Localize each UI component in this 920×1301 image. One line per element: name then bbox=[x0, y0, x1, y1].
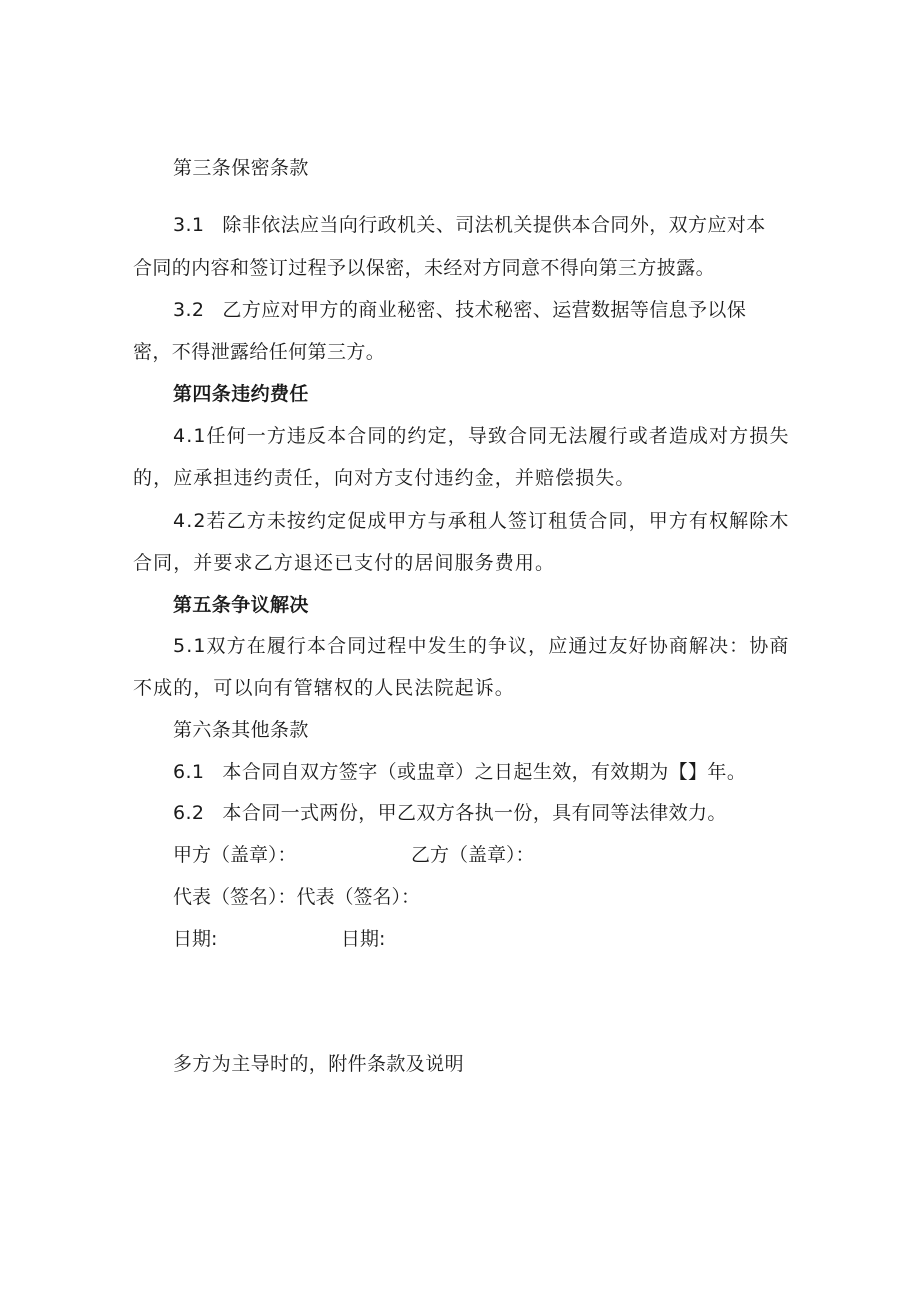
clause-3-1-line-1 bbox=[173, 212, 766, 238]
clause-6-2 bbox=[173, 800, 727, 826]
clause-5-1-line-1: 5.1双方在履行本合同过程中发生的争议，应通过友好协商解决：协商 bbox=[173, 635, 790, 657]
clause-text: 除非依法应当向行政机关、司法机关提供本合同外，双方应对本 bbox=[222, 214, 766, 236]
article-6-heading: 第六条其他条款 bbox=[173, 719, 309, 741]
clause-4-1-line-2: 的，应承担违约责任，向对方支付违约金，并赔偿损失。 bbox=[133, 467, 636, 489]
clause-3-2-line-1 bbox=[173, 297, 746, 323]
clause-text: 本合同自双方签字（或盅章）之日起生效，有效期为【】年。 bbox=[222, 761, 747, 783]
clause-number: 3.2 bbox=[173, 299, 205, 321]
clause-5-1-line-2: 不成的，可以向有管辖权的人民法院起诉。 bbox=[133, 677, 515, 699]
clause-6-1 bbox=[173, 759, 746, 785]
representatives-signature-label: 代表（签名）：代表（签名）： bbox=[173, 886, 421, 908]
clause-number: 3.1 bbox=[173, 214, 205, 236]
article-3-heading: 第三条保密条款 bbox=[173, 157, 309, 179]
clause-4-2-line-2: 合同，并要求乙方退还已支付的居间服务费用。 bbox=[133, 552, 556, 574]
clause-number: 6.2 bbox=[173, 802, 205, 824]
clause-number: 6.1 bbox=[173, 761, 205, 783]
appendix-note: 多方为主导时的，附件条款及说明 bbox=[173, 1053, 465, 1075]
party-b-seal-label: 乙方（盖章）： bbox=[411, 844, 535, 866]
clause-4-2-line-1: 4.2若乙方未按约定促成甲方与承租人签订租赁合同，甲方有权解除木 bbox=[173, 510, 790, 532]
party-a-seal-label: 甲方（盖章）： bbox=[173, 844, 297, 866]
clause-3-2-line-2: 密，不得泄露给任何第三方。 bbox=[133, 341, 386, 363]
party-a-date-label: 日期: bbox=[173, 928, 218, 950]
clause-3-1-line-2: 合同的内容和签订过程予以保密，未经对方同意不得向第三方披露。 bbox=[133, 257, 716, 279]
clause-text: 本合同一式两份，甲乙双方各执一份，具有同等法律效力。 bbox=[222, 802, 727, 824]
clause-4-1-line-1: 4.1任何一方违反本合同的约定，导致合同无法履行或者造成对方损失 bbox=[173, 425, 790, 447]
article-5-heading: 第五条争议解决 bbox=[173, 594, 309, 616]
clause-text: 乙方应对甲方的商业秘密、技术秘密、运营数据等信息予以保 bbox=[222, 299, 747, 321]
article-4-heading: 第四条违约费任 bbox=[173, 383, 309, 405]
party-b-date-label: 日期: bbox=[341, 928, 386, 950]
